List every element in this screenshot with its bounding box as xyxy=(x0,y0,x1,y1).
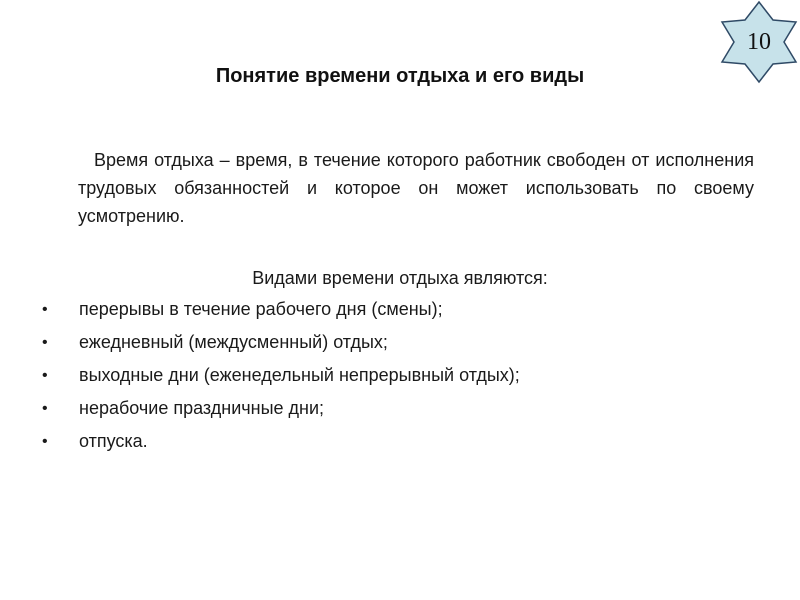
list-item xyxy=(0,425,760,458)
list-item-text: ежедневный (междусменный) отдых; xyxy=(79,332,388,352)
list-heading: Видами времени отдыха являются: xyxy=(252,268,548,288)
definition-paragraph: Время отдыха – время, в течение которого работник свободен от исполнения трудовых обязанностей и которое он может использовать по своему усмотрению. xyxy=(78,150,754,226)
list-item xyxy=(0,392,760,425)
list-item-text: отпуска. xyxy=(79,431,148,451)
list-item xyxy=(0,359,760,392)
bullet-icon: • xyxy=(42,334,48,351)
list-item xyxy=(0,326,760,359)
list-item-text: выходные дни (еженедельный непрерывный отдых); xyxy=(79,365,520,385)
rest-types-list xyxy=(0,293,760,458)
bullet-icon: • xyxy=(42,367,48,384)
slide-title: Понятие времени отдыха и его виды xyxy=(215,65,585,87)
page-number: 10 xyxy=(747,29,771,55)
bullet-icon: • xyxy=(42,301,48,318)
list-item xyxy=(0,293,760,326)
bullet-icon: • xyxy=(42,433,48,450)
list-item-text: перерывы в течение рабочего дня (смены); xyxy=(79,299,443,319)
bullet-icon: • xyxy=(42,400,48,417)
list-item-text: нерабочие праздничные дни; xyxy=(79,398,325,418)
